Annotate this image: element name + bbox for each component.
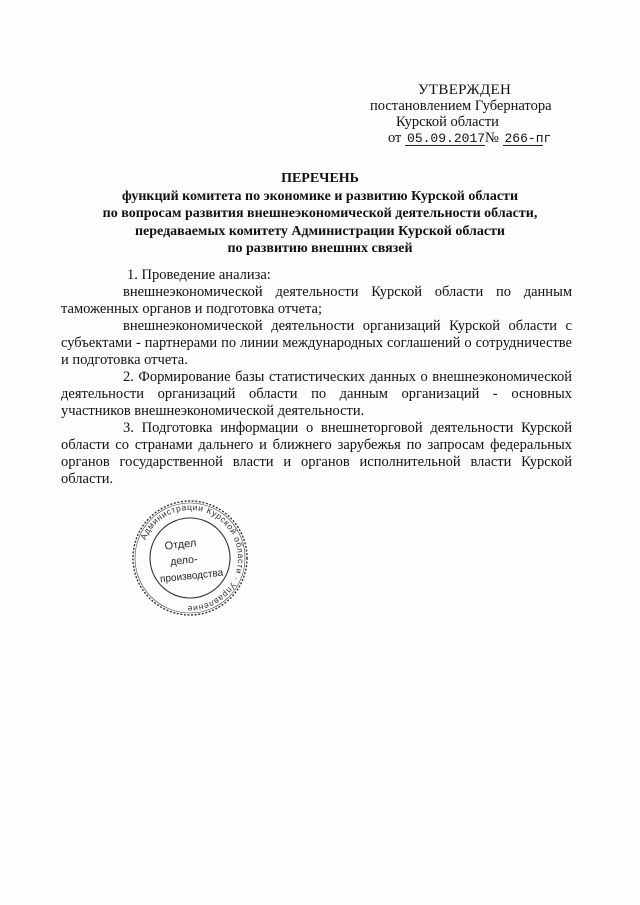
heading-title: ПЕРЕЧЕНЬ	[281, 171, 359, 186]
item-3: 3. Подготовка информации о внешнеторговой деятельности Курской области со странами дальнего и ближнего зарубежья по запросам федеральных органов государственной власти и органов исполнительной власти Курской области.	[61, 420, 572, 487]
item-1-b: внешнеэкономической деятельности организаций Курской области с субъектами - партнерами по линии международных соглашений о сотрудничестве и подготовка отчета.	[61, 318, 572, 368]
stamp-line-1: Отдел	[164, 537, 197, 553]
office-stamp	[130, 497, 250, 619]
approval-number: 266-пг	[504, 131, 552, 146]
heading-line-4: по развитию внешних связей	[227, 241, 413, 256]
document-heading	[60, 170, 580, 258]
document-body	[61, 267, 572, 488]
heading-line-2: по вопросам развития внешнеэкономической деятельности области,	[102, 206, 538, 221]
approval-by: постановлением Губернатора	[370, 98, 552, 114]
number-prefix: №	[485, 130, 499, 146]
approval-region: Курской области	[396, 114, 499, 130]
item-2: 2. Формирование базы статистических данных о внешнеэкономической деятельности организаций области по данным организаций - основных участников внешнеэкономической деятельности.	[61, 369, 572, 419]
approval-date: 05.09.2017	[407, 131, 486, 146]
heading-line-1: функций комитета по экономике и развитию Курской области	[121, 188, 519, 204]
date-prefix: от	[388, 130, 402, 146]
item-1: 1. Проведение анализа:	[127, 267, 271, 283]
stamp-line-3: производства	[159, 567, 224, 586]
heading-line-3: передаваемых комитету Администрации Курской области	[134, 223, 505, 239]
item-1-a: внешнеэкономической деятельности Курской области по данным таможенных органов и подготовка отчета;	[61, 284, 572, 317]
approval-title: УТВЕРЖДЕН	[418, 82, 512, 98]
stamp-line-2: дело-	[169, 553, 198, 569]
approval-date-line	[388, 130, 552, 146]
stamp-ring-text: Администрации Курской области · Управление	[138, 501, 247, 615]
stamp-graphic	[130, 497, 250, 619]
